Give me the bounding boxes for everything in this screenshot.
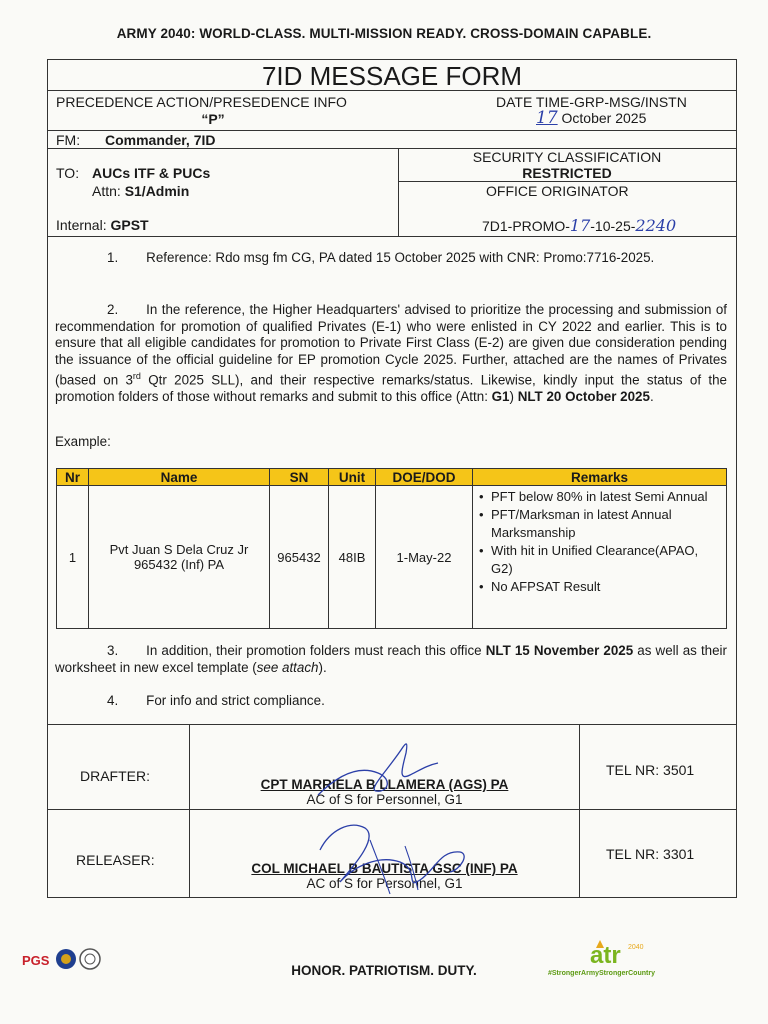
p2-number: 2. bbox=[107, 302, 119, 317]
p2-superscript: rd bbox=[132, 371, 141, 381]
p3-italic: see attach bbox=[256, 659, 319, 675]
p2-text-d: . bbox=[649, 388, 654, 404]
releaser-title: AC of S for Personnel, G1 bbox=[306, 876, 463, 891]
p2-text-c: ) bbox=[509, 388, 518, 404]
drafter-name: CPT MARRIELA B LLAMERA (AGS) PA bbox=[260, 777, 509, 792]
paragraph-3 bbox=[55, 643, 727, 676]
fm-label: FM: bbox=[56, 132, 81, 148]
message-form bbox=[47, 59, 737, 898]
paragraph-1 bbox=[55, 250, 727, 267]
internal-label: Internal: bbox=[56, 217, 107, 233]
p3-number: 3. bbox=[107, 643, 119, 658]
attn-line bbox=[92, 183, 189, 199]
name-line-2: 965432 (Inf) PA bbox=[133, 557, 225, 572]
releaser-signature bbox=[310, 810, 480, 900]
remark-item: • No AFPSAT Result bbox=[491, 578, 722, 596]
precedence-label: PRECEDENCE ACTION/PRESEDENCE INFO bbox=[56, 94, 347, 110]
p3-text-a: In addition, their promotion folders must reach this office bbox=[146, 643, 486, 658]
originator-number-handwritten: 2240 bbox=[635, 216, 677, 235]
atr-hashtag: #StrongerArmyStrongerCountry bbox=[548, 970, 655, 977]
attn-value: S1/Admin bbox=[124, 183, 190, 199]
p1-number: 1. bbox=[107, 250, 119, 265]
remark-item: • PFT below 80% in latest Semi Annual bbox=[491, 488, 722, 506]
cell-sn: 965432 bbox=[270, 486, 329, 629]
to-value: AUCs ITF & PUCs bbox=[92, 165, 211, 181]
header-remarks: Remarks bbox=[473, 469, 727, 486]
footer-motto: HONOR. PATRIOTISM. DUTY. bbox=[291, 963, 477, 978]
drafter-label: DRAFTER: bbox=[80, 768, 150, 784]
remark-item: • PFT/Marksman in latest Annual Marksmanship bbox=[491, 506, 722, 542]
header-doe-dod: DOE/DOD bbox=[376, 469, 473, 486]
p3-text-c: ). bbox=[318, 659, 327, 675]
table-row bbox=[57, 486, 727, 629]
header-unit: Unit bbox=[329, 469, 376, 486]
cell-nr: 1 bbox=[57, 486, 89, 629]
p1-text: Reference: Rdo msg fm CG, PA dated 15 October 2025 with CNR: Promo:7716-2025. bbox=[146, 250, 655, 265]
originator-day-handwritten: 17 bbox=[569, 216, 591, 235]
cell-doe: 1-May-22 bbox=[376, 486, 473, 629]
remark-item: • With hit in Unified Clearance(APAO, G2) bbox=[491, 542, 722, 578]
paragraph-2 bbox=[55, 302, 727, 405]
date-rest: October 2025 bbox=[561, 110, 647, 126]
header-motto: ARMY 2040: WORLD-CLASS. MULTI-MISSION READY. CROSS-DOMAIN CAPABLE. bbox=[116, 26, 652, 41]
p2-text-b: Qtr 2025 SLL), and their respective remarks/status. Likewise, kindly input the status of the promotion folders of those without remarks and submit to this office (Attn: bbox=[55, 372, 727, 404]
p2-text-a: In the reference, the Higher Headquarters' advised to prioritize the processing and submission of recommendation for promotion of qualified Privates (E-1) who were enlisted in CY 2022 and earlier. This is to ensure that all eligible candidates for promotion to Private First Class (E-2) are given due consideration pending the issuance of the official guideline for EP promotion Cycle 2025. Further, attached are the names of Privates (based on 3 bbox=[55, 302, 727, 388]
releaser-name: COL MICHAEL B BAUTISTA GSC (INF) PA bbox=[251, 861, 518, 876]
header-name: Name bbox=[89, 469, 270, 486]
p4-text: For info and strict compliance. bbox=[146, 693, 325, 708]
pgs-logo-text: PGS bbox=[22, 953, 50, 968]
cell-unit: 48IB bbox=[329, 486, 376, 629]
p4-number: 4. bbox=[107, 693, 119, 708]
date-value bbox=[536, 108, 646, 128]
internal-value: GPST bbox=[110, 217, 149, 233]
example-table bbox=[56, 468, 727, 629]
atr-year: 2040 bbox=[628, 944, 644, 951]
example-label: Example: bbox=[55, 434, 111, 449]
atr-logo bbox=[548, 938, 660, 966]
p3-text-b: as well as their worksheet in new excel template ( bbox=[55, 643, 727, 675]
paragraph-4 bbox=[55, 693, 727, 710]
table-header-row bbox=[57, 469, 727, 486]
security-value: RESTRICTED bbox=[522, 165, 612, 181]
atr-logo-text: atr bbox=[590, 942, 621, 966]
form-title: 7ID MESSAGE FORM bbox=[261, 61, 523, 91]
releaser-label: RELEASER: bbox=[76, 852, 155, 868]
header-nr: Nr bbox=[57, 469, 89, 486]
originator-prefix: 7D1-PROMO- bbox=[482, 218, 570, 234]
originator-mid: -10-25- bbox=[590, 218, 636, 234]
cell-remarks bbox=[473, 486, 727, 629]
header-sn: SN bbox=[270, 469, 329, 486]
drafter-title: AC of S for Personnel, G1 bbox=[306, 792, 463, 807]
internal-line bbox=[56, 217, 149, 233]
security-label: SECURITY CLASSIFICATION bbox=[472, 149, 662, 165]
drafter-tel: TEL NR: 3501 bbox=[606, 762, 695, 778]
remarks-list bbox=[477, 488, 722, 596]
p3-deadline: NLT 15 November 2025 bbox=[485, 643, 634, 658]
precedence-value: “P” bbox=[201, 111, 225, 127]
date-label: DATE TIME-GRP-MSG/INSTN bbox=[496, 94, 687, 110]
p2-deadline: NLT 20 October 2025 bbox=[517, 388, 650, 404]
attn-label: Attn: bbox=[92, 183, 121, 199]
originator-value bbox=[482, 216, 676, 235]
office-originator-label: OFFICE ORIGINATOR bbox=[486, 183, 629, 199]
fm-value: Commander, 7ID bbox=[105, 132, 216, 148]
name-line-1: Pvt Juan S Dela Cruz Jr bbox=[109, 542, 249, 557]
p2-bold-g1: G1 bbox=[491, 388, 510, 404]
cell-name bbox=[89, 486, 270, 629]
releaser-tel: TEL NR: 3301 bbox=[606, 846, 695, 862]
drafter-signature bbox=[298, 735, 448, 805]
date-day-handwritten: 17 bbox=[536, 108, 558, 128]
to-label: TO: bbox=[56, 165, 80, 181]
atr-logo-group bbox=[548, 938, 660, 982]
